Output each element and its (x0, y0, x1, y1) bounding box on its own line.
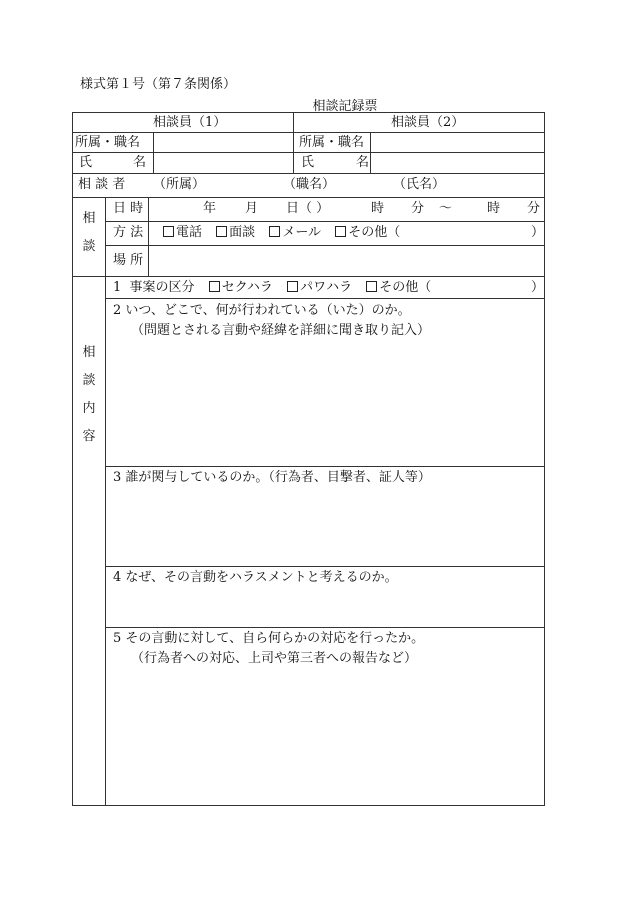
consultation-record-form (72, 112, 545, 806)
time-hour-end: 時 (487, 201, 501, 216)
checkbox-category-other[interactable] (366, 281, 377, 292)
checkbox-phone[interactable] (163, 226, 174, 237)
method-options: 電話 面談 メール その他（ (163, 225, 410, 241)
counselor-1-name-label-a: 氏 (79, 155, 93, 170)
form-number: 様式第１号（第７条関係） (80, 77, 237, 92)
counselor-1-affiliation-label: 所属・職名 (75, 135, 141, 150)
time-minute-end: 分 (527, 201, 541, 216)
date-day: 日（ ） (286, 201, 330, 216)
date-year: 年 (203, 201, 217, 216)
consulter-name: （氏名） (393, 177, 446, 192)
checkbox-power-harassment[interactable] (287, 281, 298, 292)
place-label: 場 所 (113, 253, 144, 268)
counselor-2-name-label-b: 名 (356, 155, 370, 170)
content-side-label: 相 談 内 容 (82, 345, 96, 444)
q4-question: 4 なぜ、その言動をハラスメントと考えるのか。 (113, 570, 398, 585)
consultation-side-label: 相 談 (82, 211, 96, 254)
q2-question: 2 いつ、どこで、何が行われている（いた）のか。 (113, 303, 411, 318)
counselor-1-name-label-b: 名 (133, 155, 147, 170)
counselor-2-name-label-a: 氏 (301, 155, 315, 170)
checkbox-email[interactable] (269, 226, 280, 237)
checkbox-sexual-harassment[interactable] (209, 281, 220, 292)
time-hour: 時 (371, 201, 385, 216)
q3-question: 3 誰が関与しているのか。（行為者、目撃者、証人等） (113, 470, 431, 485)
q1-category-row: 1 事案の区分 セクハラ パワハラ その他（ (113, 280, 432, 295)
time-minute: 分 (411, 201, 425, 216)
checkbox-method-other[interactable] (335, 226, 346, 237)
consulter-label: 相 談 者 (78, 177, 126, 192)
counselor-2-affiliation-label: 所属・職名 (299, 135, 365, 150)
consulter-affiliation: （所属） (153, 177, 206, 192)
form-title: 相談記録票 (312, 99, 378, 114)
q5-note: （行為者への対応、上司や第三者への報告など） (131, 651, 418, 666)
consulter-position: （職名） (283, 177, 336, 192)
date-month: 月 (245, 201, 259, 216)
q5-question: 5 その言動に対して、自ら何らかの対応を行ったか。 (113, 631, 425, 646)
counselor-2-title: 相談員（2） (391, 115, 465, 130)
datetime-label: 日 時 (113, 201, 144, 216)
time-tilde: ～ (439, 201, 453, 216)
method-close-paren: ） (531, 225, 545, 240)
counselor-1-title: 相談員（1） (153, 115, 227, 130)
checkbox-interview[interactable] (216, 226, 227, 237)
q1-close-paren: ） (531, 280, 545, 295)
method-label: 方 法 (113, 225, 144, 240)
q2-note: （問題とされる言動や経緯を詳細に聞き取り記入） (131, 323, 431, 338)
